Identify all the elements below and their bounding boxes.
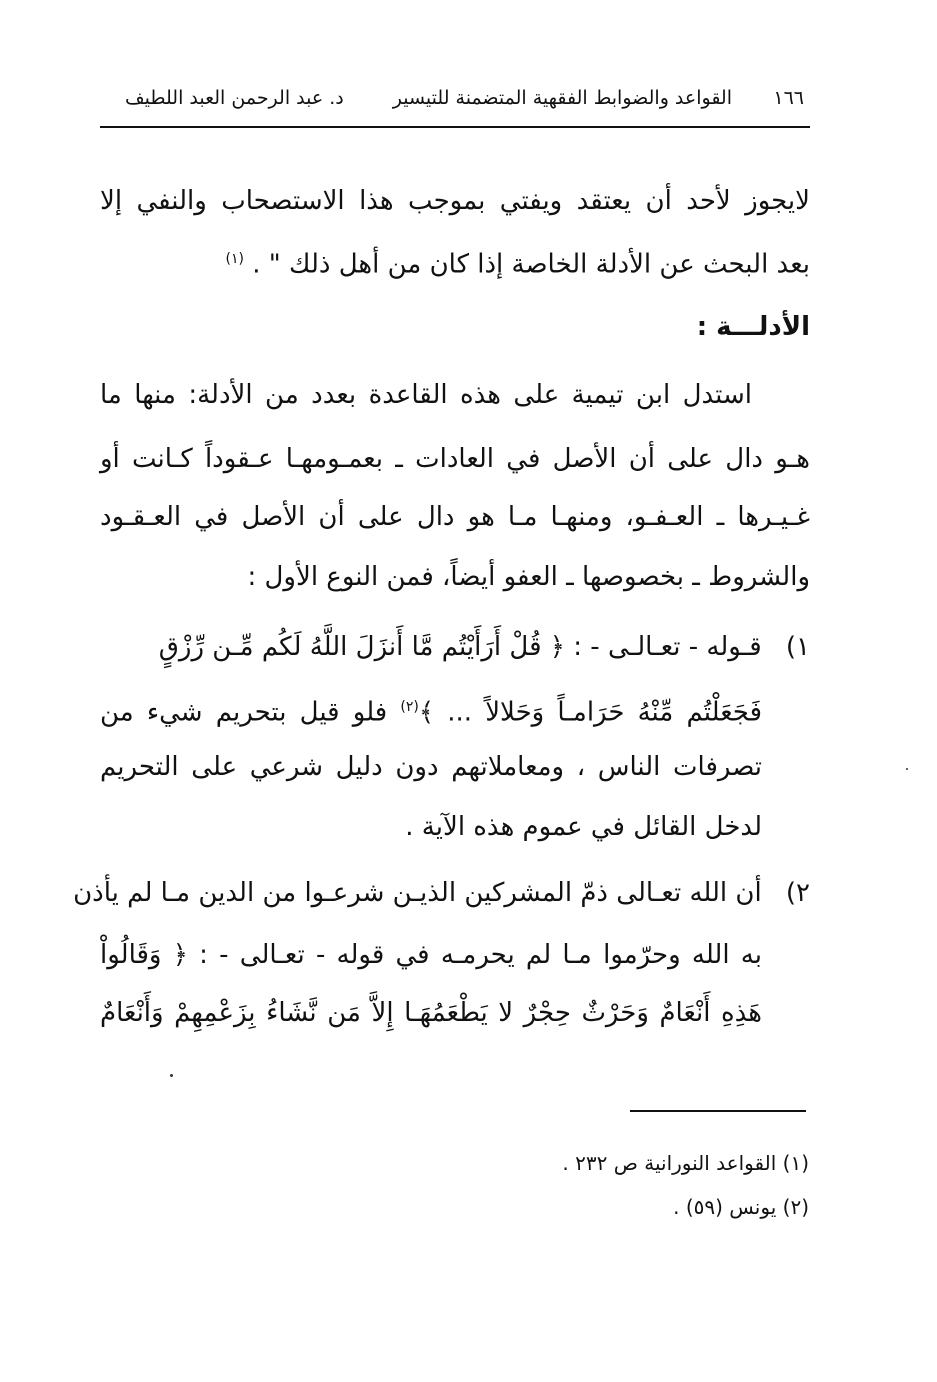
list-item-line: هَذِهِ أَنْعَامٌ وَحَرْثٌ حِجْرٌ لا يَطْعَمُهَـا إِلاَّ مَن نَّشَاءُ بِزَعْمِهِمْ وَأَنْعَامٌ — [100, 998, 762, 1028]
footnote-number: (١) — [782, 1151, 809, 1175]
footnote-number: (٢) — [782, 1195, 809, 1219]
paragraph-line: استدل ابن تيمية على هذه القاعدة بعدد من الأدلة: منها ما — [100, 380, 752, 410]
list-text: أن الله تعـالى ذمّ المشركين الذيـن شرعـوا من الدين مـا لم يأذن — [73, 878, 762, 908]
footnote-divider — [630, 1110, 806, 1112]
running-header — [125, 80, 812, 116]
list-text: قـوله - تعـالـى - : ﴿ قُلْ أَرَأَيْتُم مَّا أَنزَلَ اللَّهُ لَكُم مِّـن رِّزْقٍ — [158, 632, 762, 662]
scan-speck — [170, 1074, 173, 1077]
list-item-line — [100, 684, 762, 730]
list-item — [100, 624, 810, 670]
paragraph-line: لايجوز لأحد أن يعتقد ويفتي بموجب هذا الاستصحاب والنفي إلا — [100, 186, 810, 216]
list-item-line: تصرفات الناس ، ومعاملاتهم دون دليل شرعي على التحريم — [100, 752, 762, 782]
footnote — [562, 1146, 809, 1180]
list-number: ١) — [785, 632, 810, 662]
footnote — [673, 1190, 809, 1224]
list-text: فلو قيل بتحريم شيء من — [100, 697, 388, 728]
paragraph-text: بعد البحث عن الأدلة الخاصة إذا كان من أهل ذلك " . — [252, 249, 810, 280]
list-item-line: لدخل القائل في عموم هذه الآية . — [405, 812, 762, 842]
scan-speck — [906, 768, 908, 770]
author-name: د. عبد الرحمن العبد اللطيف — [125, 87, 344, 109]
list-item — [73, 870, 810, 916]
page-number: ١٦٦ — [773, 87, 804, 109]
paragraph-line: هـو دال على أن الأصل في العادات ـ بعمـومهـا عـقوداً كـانت أو — [100, 444, 810, 474]
header-divider — [100, 126, 810, 128]
list-number: ٢) — [785, 878, 810, 908]
quran-verse: فَجَعَلْتُم مِّنْهُ حَرَامـاً وَحَلالاً ... ﴾ — [418, 697, 763, 728]
book-title: القواعد والضوابط الفقهية المتضمنة للتيسير — [392, 87, 732, 109]
footnote-ref: (٢) — [400, 699, 419, 715]
footnote-ref: (١) — [225, 251, 245, 267]
footnote-text: يونس (٥٩) . — [673, 1195, 777, 1219]
footnote-text: القواعد النورانية ص ٢٣٢ . — [562, 1151, 777, 1175]
section-heading: الأدلـــة : — [696, 312, 810, 342]
paragraph-line: والشروط ـ بخصوصها ـ العفو أيضاً، فمن النوع الأول : — [247, 562, 810, 592]
list-item-line: به الله وحرّموا مـا لم يحرمـه في قوله - تعـالى - : ﴿ وَقَالُواْ — [100, 940, 762, 970]
paragraph-line — [100, 236, 810, 282]
paragraph-line: غـيـرها ـ العـفـو، ومنهـا مـا هو دال على أن الأصل في العـقـود — [100, 502, 810, 532]
